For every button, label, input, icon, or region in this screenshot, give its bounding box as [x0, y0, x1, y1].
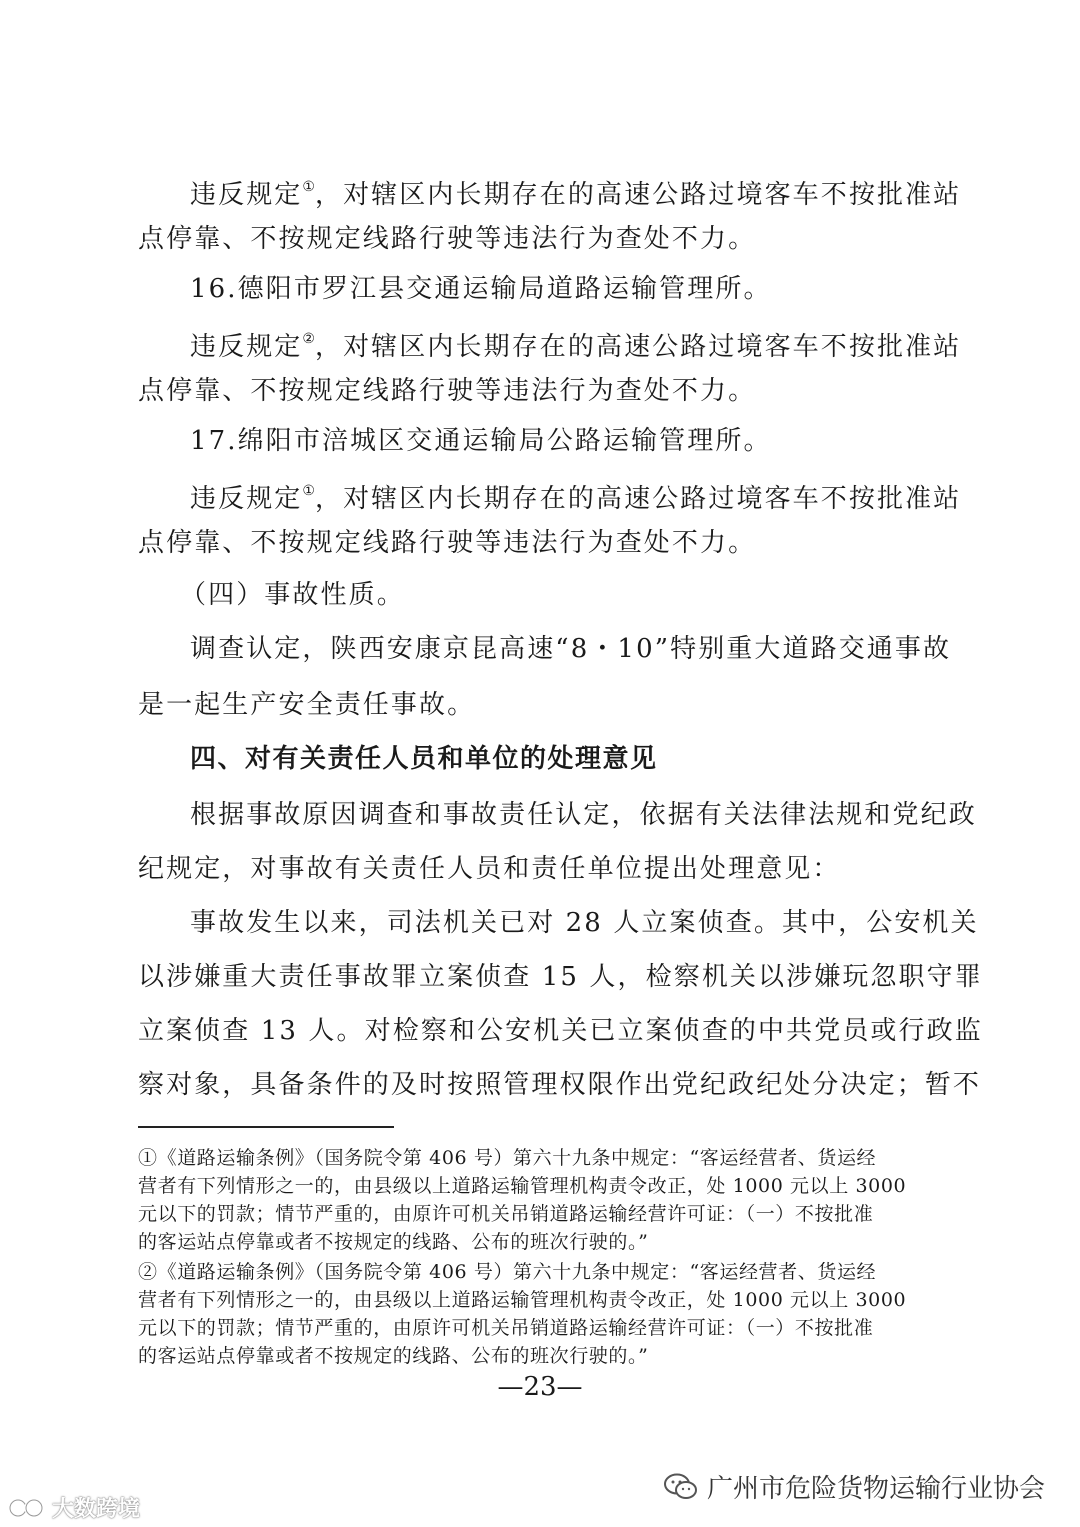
page-number: —23—: [497, 1372, 583, 1402]
footnote-line: 元以下的罚款；情节严重的，由原许可机关吊销道路运输经营许可证：（一）不按批准: [138, 1317, 874, 1339]
body-line: 纪规定，对事故有关责任人员和责任单位提出处理意见：: [138, 854, 841, 884]
section-subheading: （四）事故性质。: [180, 580, 405, 610]
section-heading: 四、对有关责任人员和单位的处理意见: [190, 744, 658, 774]
list-item-heading: 17.绵阳市涪城区交通运输局公路运输管理所。: [190, 426, 772, 456]
footnote-ref[interactable]: ①: [302, 179, 315, 195]
body-line: 违反规定②，对辖区内长期存在的高速公路过境客车不按批准站: [190, 331, 962, 362]
wechat-icon: [663, 1472, 699, 1502]
logo-icon: [8, 1496, 48, 1520]
footnote-ref[interactable]: ②: [302, 331, 315, 347]
wechat-watermark: [663, 1468, 1045, 1505]
watermark-text: 广州市危险货物运输行业协会: [706, 1474, 1045, 1504]
body-line: 事故发生以来，司法机关已对 28 人立案侦查。其中，公安机关: [190, 908, 979, 938]
footnote-line: 的客运站点停靠或者不按规定的线路、公布的班次行驶的。”: [138, 1345, 649, 1367]
body-line: 点停靠、不按规定线路行驶等违法行为查处不力。: [138, 528, 757, 558]
body-line: 点停靠、不按规定线路行驶等违法行为查处不力。: [138, 376, 757, 406]
body-line: 根据事故原因调查和事故责任认定，依据有关法律法规和党纪政: [190, 800, 977, 830]
body-line: 是一起生产安全责任事故。: [138, 690, 476, 720]
logo-text: 大数跨境: [52, 1497, 141, 1522]
body-line: 以涉嫌重大责任事故罪立案侦查 15 人，检察机关以涉嫌玩忽职守罪: [138, 962, 983, 992]
body-line: 违反规定①，对辖区内长期存在的高速公路过境客车不按批准站: [190, 483, 962, 514]
footnote-line: 营者有下列情形之一的，由县级以上道路运输管理机构责令改正，处 1000 元以上 3000: [138, 1289, 907, 1311]
footnote-line: ②《道路运输条例》（国务院令第 406 号）第六十九条中规定：“客运经营者、货运经: [138, 1261, 877, 1283]
footnote-line: 的客运站点停靠或者不按规定的线路、公布的班次行驶的。”: [138, 1231, 649, 1253]
list-item-heading: 16.德阳市罗江县交通运输局道路运输管理所。: [190, 274, 772, 304]
body-line: 察对象，具备条件的及时按照管理权限作出党纪政纪处分决定；暂不: [138, 1070, 982, 1100]
body-line: 点停靠、不按规定线路行驶等违法行为查处不力。: [138, 224, 757, 254]
footnote-ref[interactable]: ①: [302, 483, 315, 499]
footnote-line: 营者有下列情形之一的，由县级以上道路运输管理机构责令改正，处 1000 元以上 3000: [138, 1175, 907, 1197]
footnote-divider: [138, 1126, 394, 1128]
body-line: 调查认定，陕西安康京昆高速“8・10”特别重大道路交通事故: [190, 634, 952, 664]
body-line: 立案侦查 13 人。对检察和公安机关已立案侦查的中共党员或行政监: [138, 1016, 983, 1046]
corner-logo: [8, 1492, 140, 1523]
body-line: 违反规定①，对辖区内长期存在的高速公路过境客车不按批准站: [190, 179, 962, 210]
footnote-line: 元以下的罚款；情节严重的，由原许可机关吊销道路运输经营许可证：（一）不按批准: [138, 1203, 874, 1225]
footnote-line: ①《道路运输条例》（国务院令第 406 号）第六十九条中规定：“客运经营者、货运经: [138, 1147, 877, 1169]
